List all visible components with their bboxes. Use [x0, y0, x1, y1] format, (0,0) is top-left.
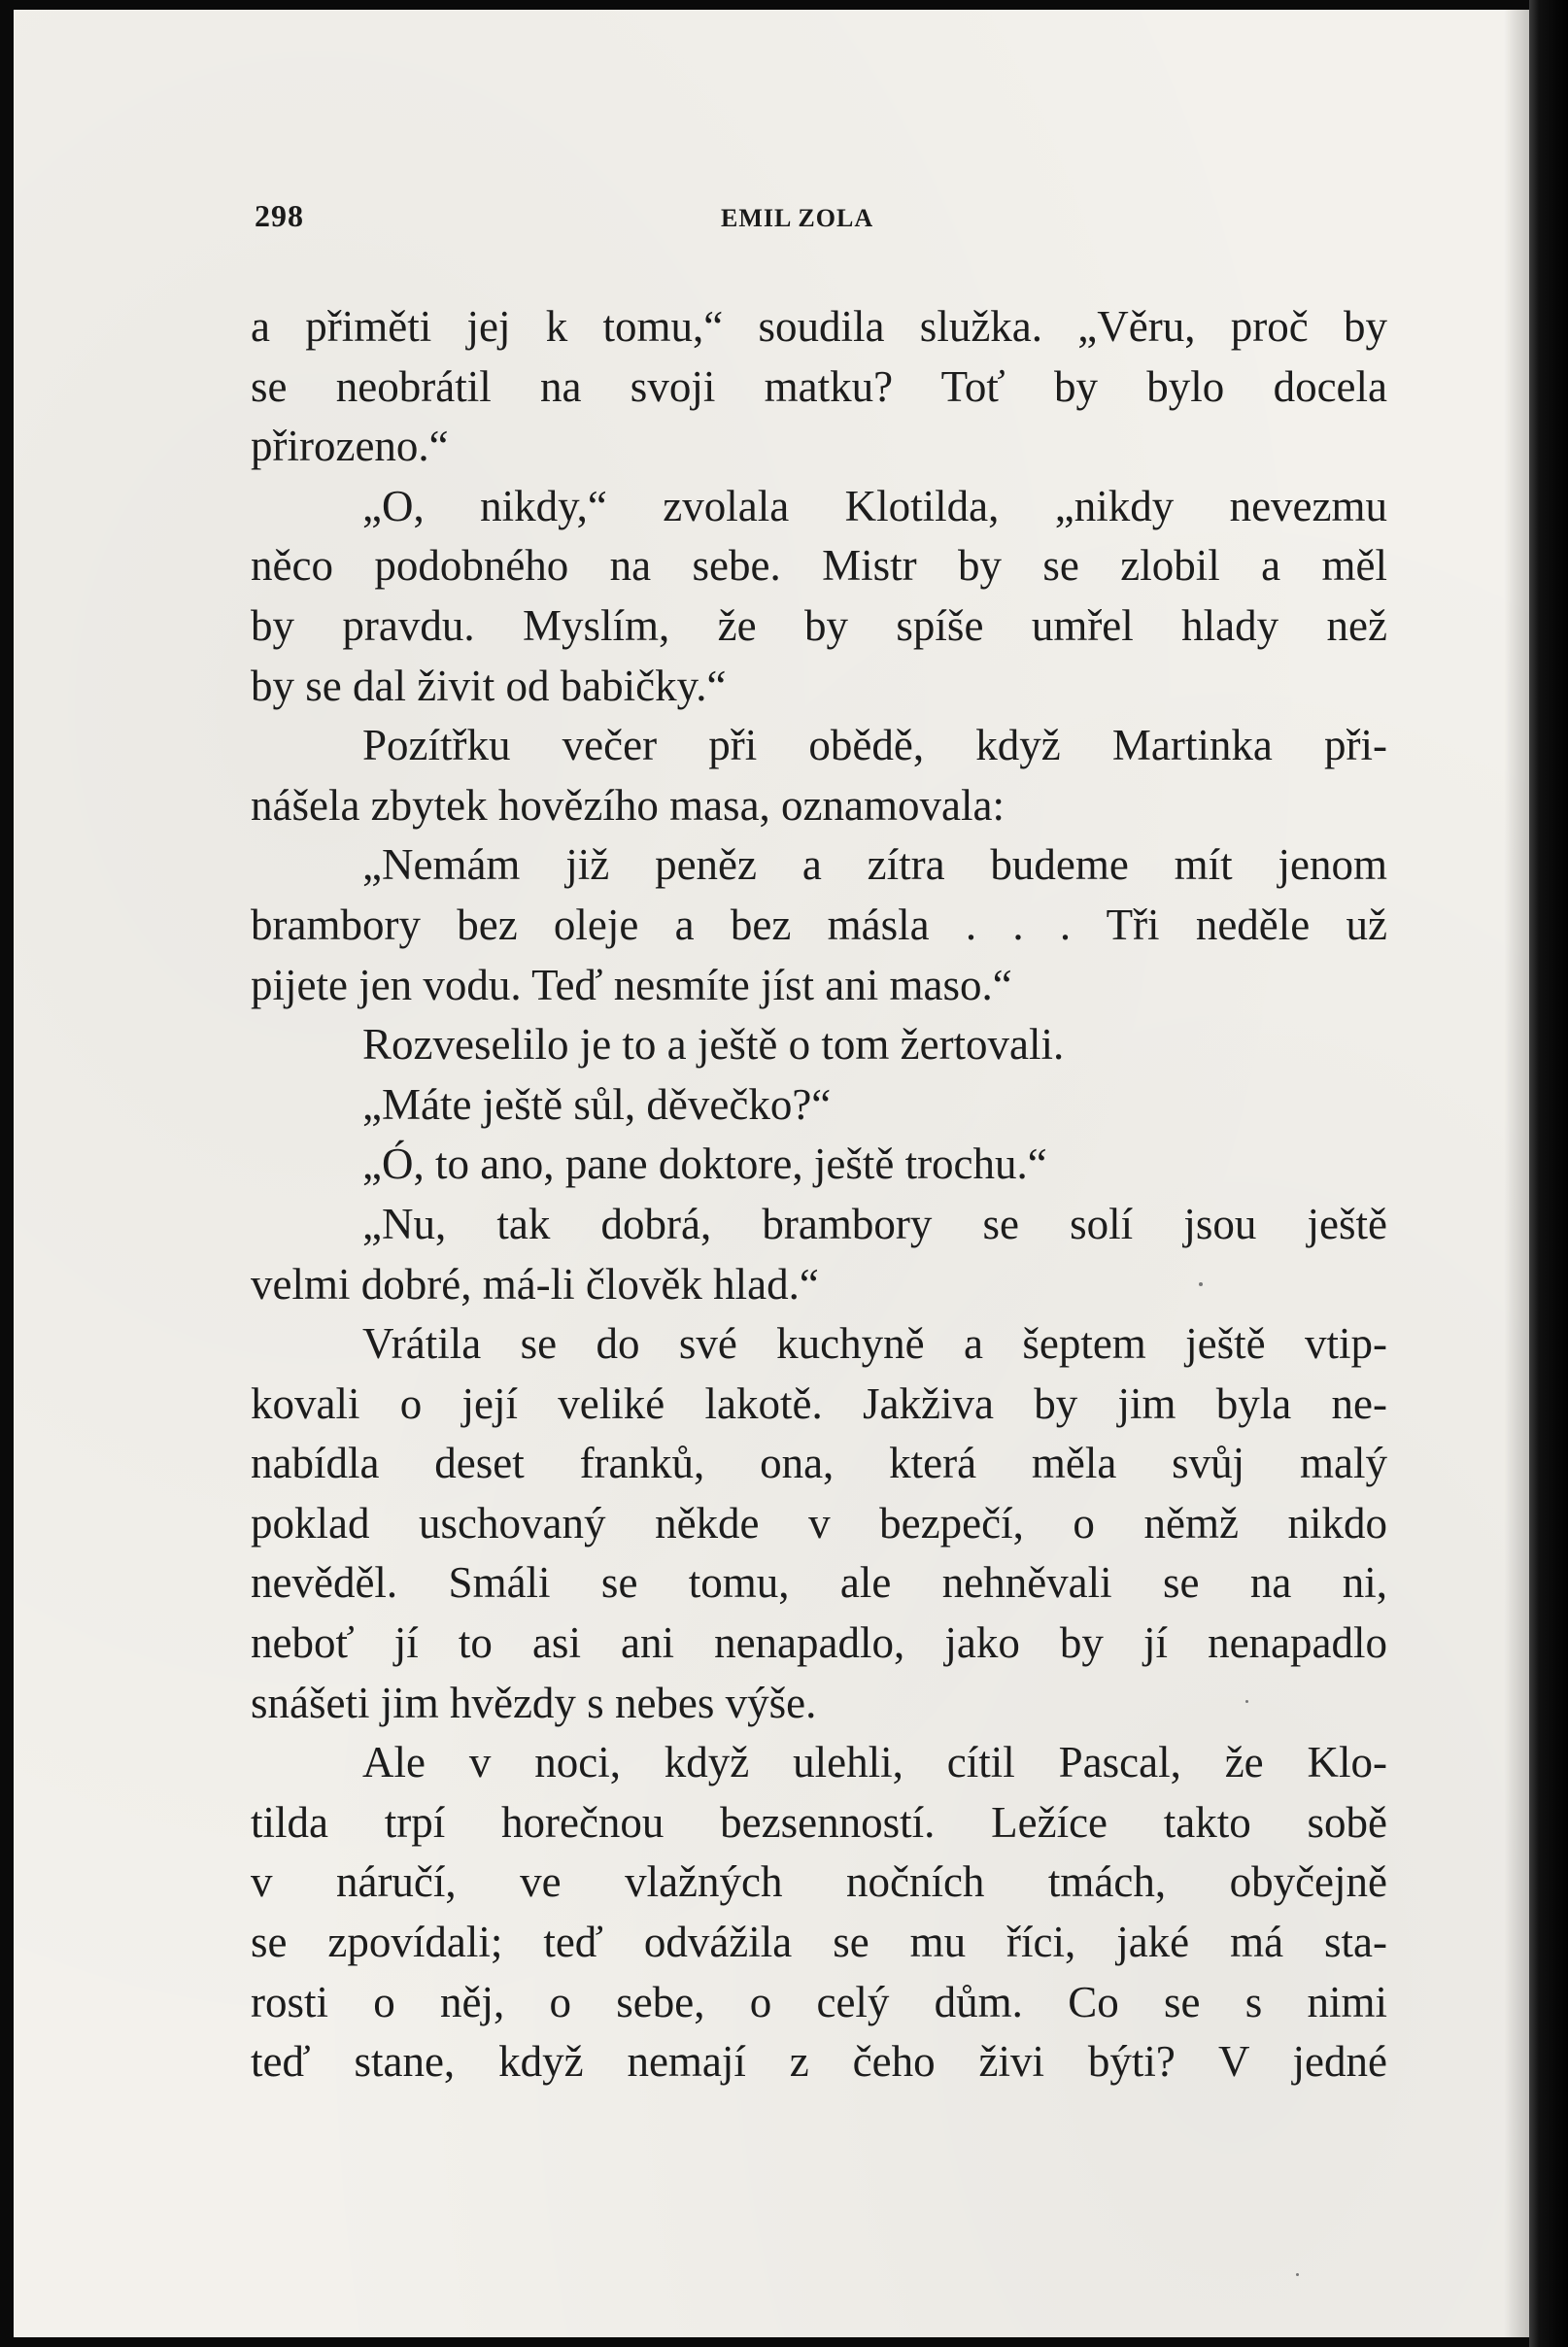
- text-line: snášeti jim hvězdy s nebes výše.: [251, 1678, 817, 1727]
- scan-right-border: [1529, 0, 1568, 2347]
- text-line: nabídla deset franků, ona, která měla svůj malý: [251, 1439, 1387, 1488]
- text-line: Rozveselilo je to a ještě o tom žertovali.: [362, 1020, 1065, 1070]
- text-line: by se dal živit od babičky.“: [251, 661, 727, 710]
- text-line: pijete jen vodu. Teď nesmíte jíst ani maso.“: [251, 960, 1012, 1009]
- text-line: tilda trpí horečnou bezsenností. Ležíce takto sobě: [251, 1797, 1387, 1847]
- text-line: „Nu, tak dobrá, brambory se solí jsou ještě: [362, 1199, 1387, 1248]
- body-text: [251, 297, 1387, 2092]
- text-line: nevěděl. Smáli se tomu, ale nehněvali se na ni,: [251, 1558, 1387, 1608]
- text-line: Vrátila se do své kuchyně a šeptem ještě vtip-: [362, 1319, 1387, 1369]
- text-line: rosti o něj, o sebe, o celý dům. Co se s nimi: [251, 1977, 1387, 2026]
- text-line: v náručí, ve vlažných nočních tmách, obyčejně: [251, 1857, 1387, 1907]
- page-header: [255, 198, 1226, 237]
- text-line: se neobrátil na svoji matku? Toť by bylo docela: [251, 361, 1387, 411]
- running-head: EMIL ZOLA: [721, 204, 874, 232]
- text-line: nášela zbytek hovězího masa, oznamovala:: [251, 780, 1005, 830]
- paper-speck: [1296, 2273, 1299, 2276]
- text-line: se zpovídali; teď odvážila se mu říci, jaké má sta-: [251, 1918, 1387, 1967]
- text-line: Pozítřku večer při obědě, když Martinka při-: [362, 721, 1387, 770]
- text-line: „Nemám již peněz a zítra budeme mít jenom: [362, 840, 1387, 890]
- text-line: teď stane, když nemají z čeho živi býti? V jedné: [251, 2037, 1387, 2087]
- text-line: brambory bez oleje a bez másla . . . Tři neděle už: [251, 900, 1387, 949]
- text-line: něco podobného na sebe. Mistr by se zlobil a měl: [251, 541, 1387, 591]
- text-line: „Máte ještě sůl, děvečko?“: [362, 1079, 832, 1129]
- text-line: přirozeno.“: [251, 422, 449, 471]
- text-line: kovali o její veliké lakotě. Jakživa by jim byla ne-: [251, 1378, 1387, 1428]
- page-number: 298: [255, 198, 304, 233]
- text-line: a přiměti jej k tomu,“ soudila služka. „Věru, proč by: [251, 302, 1387, 351]
- text-line: Ale v noci, když ulehli, cítil Pascal, že Klo-: [362, 1738, 1387, 1787]
- text-line: neboť jí to asi ani nenapadlo, jako by jí nenapadlo: [251, 1618, 1387, 1668]
- text-line: „Ó, to ano, pane doktore, ještě trochu.“: [362, 1139, 1047, 1189]
- text-line: by pravdu. Myslím, že by spíše umřel hlady než: [251, 600, 1387, 650]
- text-line: poklad uschovaný někde v bezpečí, o němž nikdo: [251, 1498, 1387, 1548]
- text-line: velmi dobré, má-li člověk hlad.“: [251, 1259, 819, 1309]
- text-line: „O, nikdy,“ zvolala Klotilda, „nikdy nevezmu: [362, 481, 1387, 530]
